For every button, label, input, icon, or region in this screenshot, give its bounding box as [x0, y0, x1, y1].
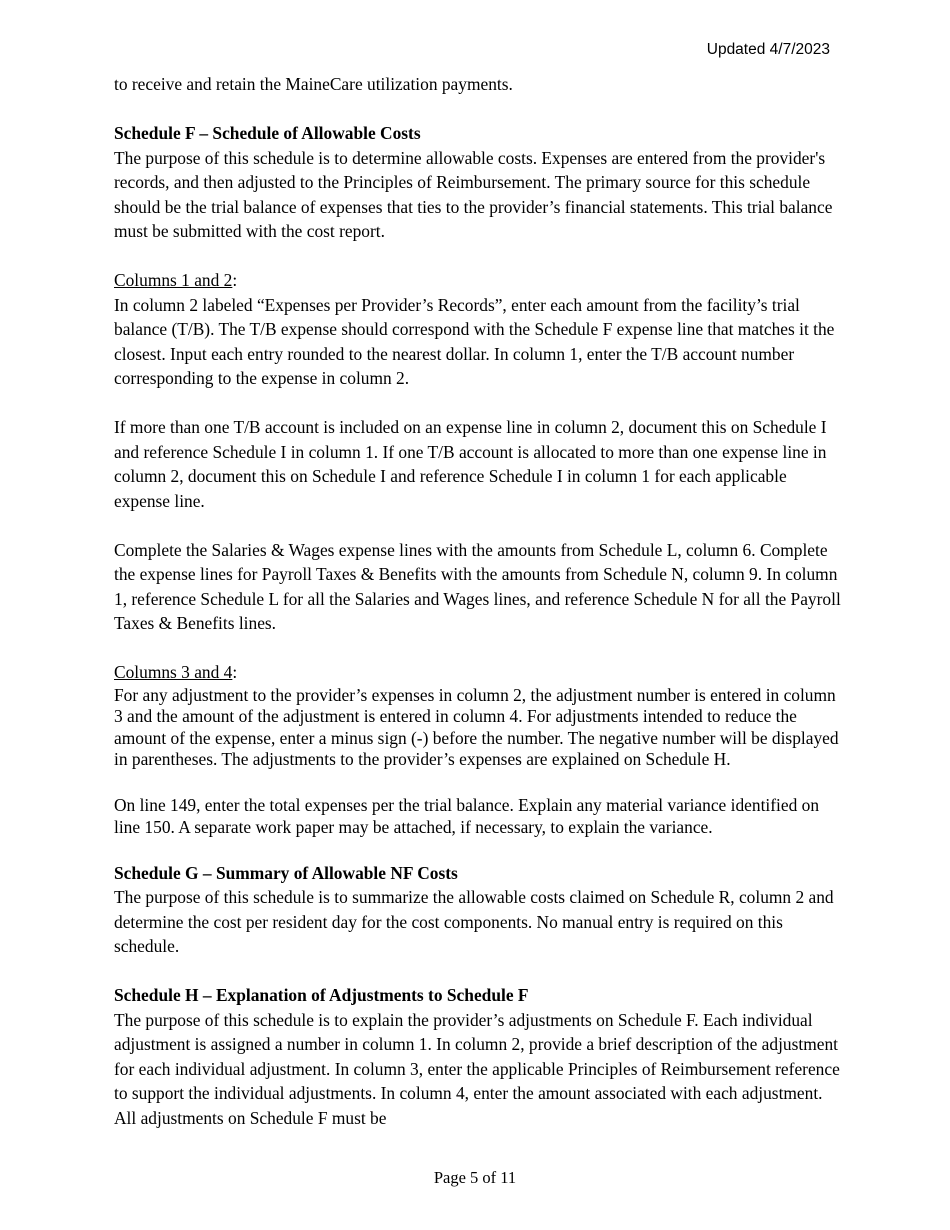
updated-date: Updated 4/7/2023 — [706, 41, 830, 58]
schedule-h-heading: Schedule H – Explanation of Adjustments to Schedule F — [114, 985, 529, 1006]
columns-3-4-paragraph: For any adjustment to the provider’s expenses in column 2, the adjustment number is entered in column 3 and the amount of the adjustment is entered in column 4. For adjustments intended to reduce the amount of the expense, enter a minus sign (-) before the number. The negative number will be displayed in parentheses. The adjustments to the provider’s expenses are explained on Schedule H. — [114, 684, 839, 770]
schedule-f-heading: Schedule F – Schedule of Allowable Costs — [114, 123, 421, 143]
columns-1-2-paragraph: In column 2 labeled “Expenses per Provider’s Records”, enter each amount from the facility’s trial balance (T/B). The T/B expense should correspond with the Schedule F expense line that matches it the closest. Input each entry rounded to the nearest dollar. In column 1, enter the T/B account number corresponding to the expense in column 2. — [114, 294, 835, 388]
multiple-tb-paragraph: If more than one T/B account is included on an expense line in column 2, document this on Schedule I and reference Schedule I in column 1. If one T/B account is allocated to more than one expense line in column 2, document this on Schedule I and reference Schedule I in column 1 for each applicable expense line. — [114, 417, 827, 511]
salaries-paragraph: Complete the Salaries & Wages expense lines with the amounts from Schedule L, column 6. Complete the expense lines for Payroll Taxes & Benefits with the amounts from Schedule N, column 9. In column 1, reference Schedule L for all the Salaries and Wages lines, and reference Schedule N for all the Payroll Taxes & Benefits lines. — [114, 539, 841, 633]
line-149-paragraph: On line 149, enter the total expenses per the trial balance. Explain any material variance identified on line 150. A separate work paper may be attached, if necessary, to explain the variance. — [114, 795, 820, 837]
columns-1-2-subheading — [114, 268, 844, 293]
columns-1-2-label: Columns 1 and 2 — [114, 270, 233, 290]
columns-3-4-subheading — [114, 660, 844, 685]
columns-3-4-colon: : — [232, 662, 238, 682]
schedule-h-purpose: The purpose of this schedule is to explain the provider’s adjustments on Schedule F. Each individual adjustment is assigned a number in column 1. In column 2, provide a brief description of the adjustment for each individual adjustment. In column 3, enter the applicable Principles of Reimbursement reference to support the individual adjustments. In column 4, enter the amount associated with each adjustment. All adjustments on Schedule F must be — [114, 1009, 840, 1128]
columns-1-2-colon: : — [232, 270, 238, 290]
schedule-f-purpose: The purpose of this schedule is to determine allowable costs. Expenses are entered from the provider's records, and then adjusted to the Principles of Reimbursement. The primary source for this schedule should be the trial balance of expenses that ties to the provider’s financial statements. This trial balance must be submitted with the cost report. — [114, 147, 833, 241]
schedule-g-purpose: The purpose of this schedule is to summarize the allowable costs claimed on Schedule R, column 2 and determine the cost per resident day for the cost components. No manual entry is required on this schedule. — [114, 887, 834, 957]
page-number: Page 5 of 11 — [433, 1168, 517, 1187]
document-body — [114, 72, 844, 1130]
columns-3-4-label: Columns 3 and 4 — [114, 662, 233, 682]
intro-line: to receive and retain the MaineCare utilization payments. — [114, 74, 513, 94]
schedule-g-heading: Schedule G – Summary of Allowable NF Costs — [114, 862, 458, 883]
